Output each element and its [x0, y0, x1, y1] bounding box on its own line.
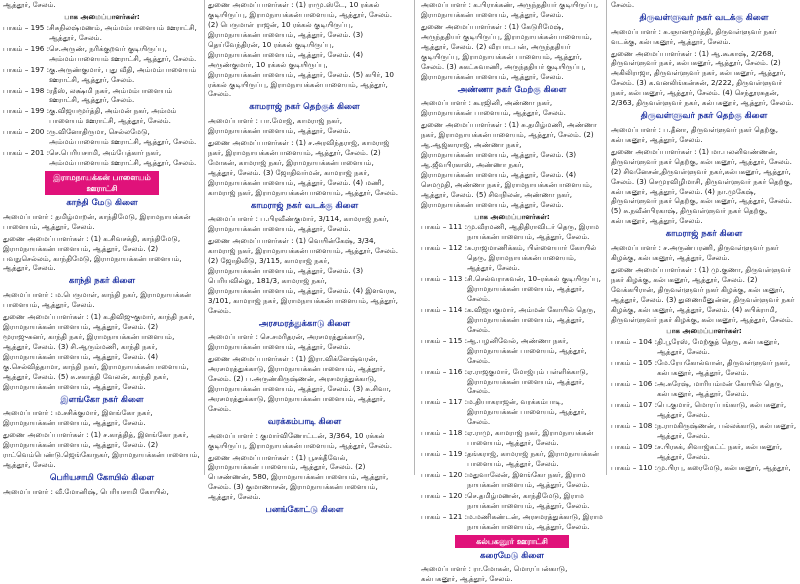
paragraph: துணை அமைப்பாளர்கள் : (1) பூசக்தீவேல், இராமநாயக்கன் பாளையம், ஆத்தூர், சேலம். (2) பெசண்ணன், 580, இராமநாயக்கன்பாளையம், ஆத்தூர், சேலம். (3) குமாணாசன், இராமநாயக்கன்பாளையம், ஆத்தூர், சேலம். [208, 452, 389, 502]
list-item: பாகம் – 115 : ஆ.பழனிவேல், அண்ணா நகர், இராமநாயக்கன் பாளையம், ஆத்தூர், சேலம். [421, 335, 587, 365]
paragraph: அமைப்பாளர் : க.பிராக்கண், அருந்ததியர் குடியிருப்பு, இராமநாயக்கன்பாளையம், ஆத்தூர், சேலம். [421, 0, 599, 19]
paragraph: துணை அமைப்பாளர்கள் : (1) ச.காத்தித், இளங்கோ நகர், இராமநாயக்கன்பாளையம், ஆத்தூர், சேலம். (2) ராட்வெம்பெண்டு.ஜெங்கோநகர், இராமநாயக்கன்பாளையம், ஆத்தூர், சேலம். [3, 430, 200, 469]
section-subheading: பாக அமைப்பாளர்கள்: [474, 211, 550, 221]
paragraph: அமைப்பாளர் : ம.பெருமாள், காந்தி நகர், இராமநாயக்கன் பாளையம், ஆத்தூர், சேலம். [3, 290, 192, 310]
list-item: பாகம் – 196 : செ.அருண், நரிக்குறவர் குடியிருப்பு, அம்மம்பாளையம் ஊராட்சி, ஆத்தூர், சேலம். [3, 43, 197, 63]
paragraph: துணை அமைப்பாளர்கள் : (1) இரா.விக்னேஷ்வரன், அரசமரத்துக்காடு, இராமநாயக்கன்பாளையம், ஆத்தூர், சேலம். (2) ப.அருண்கிருஷ்ணன், அரசமரத்துக்காடு, இராமநாயக்கன்பாளையம், ஆத்தூர், சேலம். (3) சு.சிவா, அரசமரத்துக்காடு, இராமநாயக்கன்பாளையம், ஆத்தூர், சேலம். [208, 354, 391, 413]
section-heading: திருவள்ளுவர் நகர் தெற்கு கிளை [640, 111, 768, 122]
paragraph: அமைப்பாளர் : சு.ஞானமூர்த்தி, திருவள்ளுவர் நகர் வடக்கு, கல்பகனூர், ஆத்தூர், சேலம். [611, 26, 777, 46]
paragraph: அமைப்பாளர் : கூரஜினி, அண்ணா நகர், இராமநாயக்கன் பாளையம், ஆத்தூர், சேலம். [421, 98, 566, 118]
paragraph: துணை அமைப்பாளர்கள் : (1) மா.பலனிவண்ணன், திருவள்ளுவர் நகர் தெற்கு, கல்பகனூர், ஆத்தூர், சேலம். (2) சிவனேசன்,திருவள்ளுவர் நகர்,கல்பகனூர், ஆத்தூர், சேலம். (3) செமுரவிழிமாசி, திருவள்ளுவர் நகர் தெற்கு, கல்பகனூர், ஆத்தூர், சேலம். (4) நா.முகேஷ், திருவள்ளுவர் நகர் தெற்கு, கல்பகனூர், ஆத்தூர், சேலம். (5) சு.நவீன்பிரகாஷ், திருவள்ளுவர் நகர் தெற்கு, கல்பகனூர், ஆத்தூர், சேலம். [611, 146, 793, 226]
section-heading: இளங்கோ நகர் கிளை [60, 394, 144, 405]
paragraph: துணை அமைப்பாளர்கள் : (1) ஆ.கூகாஷ், 2/268, திருவள்ளுவர் நகர், கல்பகனூர், ஆத்தூர், சேலம். (2) அகிலிராஜா, திருவள்ளுவர் நகர், கல்பகனூர், ஆத்தூர், சேலம். (3) க.வனலிங்கன்சுன், 2/222, திருவள்ளுவர் நகர், கல்பகனூர், ஆத்தூர், சேலம். (4) செந்தூரசுதன், 2/363, திருவள்ளுவர் நகர், கல்பகனூர், ஆத்தூர், சேலம். [611, 48, 794, 108]
section-heading: காமராஜ் நகர் தெற்குக் கிளை [249, 102, 360, 113]
list-item: பாகம் – 199 : கு.விஜயமூர்த்தி, அம்மன் நகர், அம்மம் பாளையம் ஊராட்சி, ஆத்தூர், சேலம். [3, 106, 177, 126]
list-item: பாகம் – 200 : ரு.வினோதிருமா, செல்லமேடு, அம்மம்பாளையம் ஊராட்சி, ஆத்தூர், சேலம். [3, 127, 197, 147]
list-item: பாகம் – 201 : செ.பெரியசாமி, அம்பேத்கார் நகர், அம்மம்பாளையம் ஊராட்சி, ஆத்தூர், சேலம். [3, 148, 197, 168]
list-item: பாகம் – 109 : ச.பிரசுக், சிவாஜ்கட்ட் நகர், கல்பகனூர், ஆத்தூர், சேலம். [611, 441, 783, 461]
list-item: பாகம் – 116 : ஏ.ராஜகுமார், மோஜ்பும் பள்ளிக்காடு, இராமநாயக்கன்பாளையம், ஆத்தூர், சேலம். [421, 366, 589, 396]
section-subheading: பாக அமைப்பாளர்கள்: [64, 11, 140, 21]
paragraph: அமைப்பாளர் : வீ.மோனிஷ், பெரியசாமி கோயில், [3, 486, 169, 496]
paragraph: துணை அமைப்பாளர்கள் : (1) கேடுரிமேஷ், அருந்ததியர் குடியிருப்பு, இராமநாயக்கன்பாளையம், ஆத்தூர், சேலம். (2) வீரபாடபன், அருந்ததியர் குடியிருப்பு, இராமநாயக்கன் பாளையம், ஆத்தூர், சேலம். (3) சுகட்சுவாணி, அருந்ததியர் குடியிருப்பு, இராமநாயக்கன்பாளையம், ஆத்தூர், சேலம். [421, 21, 592, 81]
paragraph: அமைப்பாளர் : ப.பிரவீண்குமார், 3/114, காமராஜ் நகர், இராமநாயக்கன்பாளையம், ஆத்தூர், சேலம். [208, 214, 389, 234]
section-heading: வரக்கம்பாடி கிளை [267, 416, 342, 427]
paragraph: துணை அமைப்பாளர்கள் : (1) சு.தமிழ்மணி, அண்ணா நகர், இராமநாயக்கன்பாளையம், ஆத்தூர், சேலம். (2) ஆ.ஆஜ்காராஜ், அண்ணா நகர், இராமநாயக்கன்பாளையம், ஆத்தூர், சேலம். (3) ஆ.ஜீவபிரகாஸ், அண்ணா நகர், இராமநாயக்கன்பாளையம், ஆத்தூர், சேலம். (4) செமமுதி, அண்ணா நகர், இராமநாயக்கன்பாளையம், ஆத்தூர், சேலம். (5) சிவநிலன், அண்ணா நகர், இராமநாயக்கன்பாளையம், ஆத்தூர், சேலம். [421, 120, 597, 209]
section-heading: பனங்கோட்டு கிளை [265, 505, 344, 516]
section-subheading: பாக அமைப்பாளர்கள்: [666, 326, 742, 336]
paragraph: துணை அமைப்பாளர்கள் : (1) ச.அரவிந்தராஜ், காமராஜ் நகர், இராமநாயக்கன்பாளையம், ஆத்தூர், சேலம். (2) மோகன், காமராஜ் நகர், இராமநாயக்கன்பாளையம், ஆத்தூர், சேலம். (3) ஜோதிவர்மன், காமராஜ் நகர், இராமநாயக்கன்பாளையம், ஆத்தூர், சேலம். (4) மணி, காமராஜ் நகர், இராமநாயக்கன்பாளையம், ஆத்தூர், சேலம். [208, 137, 399, 197]
column-rule [414, 0, 415, 475]
column-rule [606, 0, 607, 475]
list-item: பாகம் – 108 : ந.ராமகிருஷ்ணன், பல்லக்காடு, கல்பகனூர், ஆத்தூர், சேலம். [611, 420, 797, 440]
text-line: சேலம். [611, 0, 635, 9]
list-item: பாகம் – 195 : சிசுநிலஷ்மணம், அம்மம்பாளையம் ஊராட்சி, ஆத்தூர், சேலம். [3, 22, 197, 42]
list-item: பாகம் – 105 : மே.ரேயகோல்வான், திருவள்ளுவர் நகர், கல்பகனூர், ஆத்தூர், சேலம். [611, 358, 791, 378]
paragraph: துணை அமைப்பாளர்கள் : (1) க.திவிஜுகுமார், காந்தி நகர், இராமநாயக்கன்பாளையம், ஆத்தூர், சேலம். (2) மூராஜுசுனர், காந்தி நகர், இராமநாயக்கன்பாளையம், ஆத்தூர், சேலம். (3) சி.ஆரும்மணி, காந்தி நகர், இராமநாயக்கன்பாளையம், ஆத்தூர், சேலம். (4) கு.செல்வித்தாமா, காந்தி நகர், இராமநாயக்கன்பாளையம், ஆத்தூர், சேலம். (5) சு.சகாத்தி வேலன், காந்தி நகர், இராமநாயக்கன்பாளையம், ஆத்தூர், சேலம். [3, 312, 195, 391]
list-item: பாகம் – 197 : கு.அருண்குமார், புது வீதி, அம்மம்பாளையம் ஊராட்சி, ஆத்தூர், சேலம். [3, 64, 197, 84]
list-item: பாகம் – 111 : மு.வீரமணி, ஆதிதிராவிடர் தெரு, இராம நாயக்கன்பாளையம், ஆத்தூர், சேலம். [421, 222, 600, 242]
list-item: பாகம் – 110 : மு.பிரபு, கரைமேடு, கல்பகனூர், ஆத்தூர், [611, 462, 791, 472]
list-item: பாகம் – 104 : தி.பூரேஸ், மேற்குத் தெரு, கல்பகனூர், ஆத்தூர், சேலம். [611, 337, 780, 357]
list-item: பாகம் – 112 : சு.ராஜமாணிக்கம், பிள்ளையார் கோயில் தெரு, இராமநாயக்கன்பாளையம், ஆத்தூர், சேலம். [421, 243, 597, 273]
list-item: பாகம் – 198 : ரதீஸ், லக்ஷ்மி நகர், அம்மம்பாளையம் ஊராட்சி, ஆத்தூர், சேலம். [3, 85, 173, 105]
paragraph: அமைப்பாளர் : பா.மோஜ், காமராஜ் நகர், இராமநாயக்கன்பாளையம், ஆத்தூர், சேலம். [208, 116, 351, 136]
paragraph: அமைப்பாளர் : தமிழ்மாறன், காந்திமேடு, இராமநாயக்கன் பாளையம், ஆத்தூர், சேலம். [3, 211, 191, 231]
section-heading: அரசமரத்துக்காடு கிளை [258, 318, 351, 329]
paragraph: அமைப்பாளர் : ரா.மோகன், மொரப்பன்காடு, கல்பகனூர், ஆத்தூர், சேலம். [421, 564, 568, 584]
paragraph: துணை அமைப்பாளர்கள் : (1) க.சிவசக்தி, காந்திமேடு, இராமநாயக்கன்பாளையம், ஆத்தூர், சேலம். (2) பவநுசெல்லம், காந்திமேடு, இராமநாயக்கன்பாளையம், ஆத்தூர், சேலம். [3, 233, 182, 273]
section-heading: கரைமேடு கிளை [480, 550, 544, 561]
paragraph: துணை அமைப்பாளர்கள் : (1) ராமு.ஸ்டே, 10 ரக்கல் குடியிருப்பு, இராமநாயக்கன்பாளையம், ஆத்தூர், சேலம். (2) பெருமாள் ராஜன், 10 ரக்கல் குடியிருப்பு, இராமநாயக்கன்பாளையம், ஆத்தூர், சேலம். (3) தெய்வேந்திரன், 10 ரக்கல் குடியிருப்பு, இராமநாயக்கன்பாளையம், ஆத்தூர், சேலம். (4) அருண்குமார், 10 ரக்கல் குடியிருப்பு, இராமநாயக்கன்பாளையம், ஆத்தூர், சேலம். (5) கபிர், 10 ரக்கல் குடியிருப்பு, இராமநாயக்கன்பாளையம், ஆத்தூர், சேலம். [208, 0, 395, 99]
paragraph: அமைப்பாளர் : செ.சமரிதரன், அரசமரத்துக்காடு, இராமநாயக்கன்பாளையம், ஆத்தூர், சேலம். [208, 332, 365, 352]
section-heading: அண்ணா நகர் மேற்கு கிளை [457, 84, 567, 95]
paragraph: துணை அமைப்பாளர்கள் : (1) மு.குணா, திருவள்ளுவர் நகர் கிழக்கு, கல்பகனூர், ஆத்தூர், சேலம். (2) வேக்கபிரான், திருவள்ளுவர் நகர் கிழக்கு, கல்பகனூர், ஆத்தூர், சேலம். (3) துணைமீனுன்ன, திருவள்ளுவர் நகர் கிழக்கு, கல்பகனூர், ஆத்தூர், சேலம். (4) சுபிக்ராமி, திருவள்ளுவர் நகர் கிழக்கு, கல்பகனூர், ஆத்தூர், சேலம். [611, 264, 795, 324]
column-1 [0, 0, 204, 496]
paragraph: அமைப்பாளர் : ச.அருண்பரணி, திருவள்ளுவர் நகர் கிழக்கு, கல்பகனூர், ஆத்தூர், சேலம். [611, 242, 779, 262]
list-item: பாகம் – 120 : செ.தமிழ்மணன், காந்திமேடு, இராம நாயக்கன்பாளையம், ஆத்தூர், சேலம். [421, 490, 590, 510]
list-item: பாகம் – 118 : ஏ.ராமு, காமராஜ் நகர், இராமநாயக்கன் பாளையம், ஆத்தூர், சேலம். [421, 428, 594, 448]
section-heading: காந்தி நகர் கிளை [68, 276, 136, 287]
panchayat-banner: கல்பகனூர் ஊராட்சி [455, 535, 569, 548]
column-4 [608, 0, 800, 475]
list-item: பாகம் – 117 : ம.தியாகராஜன், வரக்கம்பாடி, இராமநாயக்கன் பாளையம், ஆத்தூர், சேலம். [421, 397, 587, 427]
list-item: பாகம் – 119 : தங்கராஜ், காமராஜ் நகர், இராமநாயக்கன் பாளையம், ஆத்தூர், சேலம். [421, 449, 600, 469]
section-heading: பெரியசாமி கோயில் கிளை [49, 472, 155, 483]
list-item: பாகம் – 113 : சி.செல்வராகவன், 10–ரக்கல் குடியிருப்பு, இராமநாயக்கன்பாளையம், ஆத்தூர், சேலம். [421, 274, 601, 304]
paragraph: அமைப்பாளர் : குமார்விணோட்டன், 3/364, 10 ரக்கல் குடியிருப்பு, இராமநாயக்கன்பாளையம், ஆத்தூர், சேலம். [208, 430, 393, 450]
panchayat-banner: இராமநாயக்கன் பாளையம் ஊராட்சி [45, 171, 159, 195]
section-heading: திருவள்ளுவர் நகர் வடக்கு கிளை [639, 12, 769, 23]
paragraph: அமைப்பாளர் : ம.சசிக்குமார், இளங்கோ நகர், இராமநாயக்கன்பாளையம், ஆத்தூர், சேலம். [3, 408, 153, 428]
section-heading: காமராஜ் நகர் கிளை [665, 229, 743, 240]
column-2 [205, 0, 404, 516]
list-item: பாகம் – 121 : ம.மணிகண்டன், அரசமரத்துக்காடு, இராம நாயக்கன்பாளையம், ஆத்தூர், சேலம். [421, 511, 603, 531]
section-heading: காந்தி மேடு கிளை [66, 198, 138, 209]
paragraph: அமைப்பாளர் : ப.தீனா, திருவள்ளுவர் நகர் தெற்கு, கல்பகனூர், ஆத்தூர், சேலம். [611, 124, 779, 144]
list-item: பாகம் – 106 : அ.சுரேஷ், மாரியம்மன் கோயில் தெரு, கல்பகனூர், ஆத்தூர், சேலம். [611, 379, 784, 399]
section-heading: காமராஜ் நகர் வடக்கு கிளை [250, 200, 359, 211]
text-line: ஆத்தூர், சேலம். [3, 0, 56, 9]
list-item: பாகம் – 107 : பெ.குமார், மொரப்பங்காடு, கல்பகனூர், ஆத்தூர், சேலம். [611, 400, 787, 419]
column-3 [418, 0, 606, 584]
list-item: பாகம் – 120 : மதுவாலேன், இளங்கோ நகர், இராம நாயக்கன்பாளையம், ஆத்தூர், சேலம். [421, 469, 590, 489]
paragraph: துணை அமைப்பாளர்கள் : (1) வெயின்கேஷ், 3/34, காமராஜ் நகர், இராமநாயக்கன்பாளையம், ஆத்தூர், சேலம். (2) ஜோதிவீடு, 3/115, காமராஜ் நகர், இராமநாயக்கன்பாளையம், ஆத்தூர், சேலம். (3) பெரியவில்லு, 181/3, காமராஜ் நகர், இராமநாயக்கன்பாளையம், ஆத்தூர், சேலம். (4) இளவரசு, 3/101, காமராஜ் நகர், இராமநாயக்கன்பாளையம், ஆத்தூர், சேலம். [208, 236, 399, 315]
list-item: பாகம் – 114 : க.விஜயகுமார், அம்மன் கோயில் தெரு, இராமநாயக்கன்பாளையம், ஆத்தூர், சேலம். [421, 304, 596, 334]
